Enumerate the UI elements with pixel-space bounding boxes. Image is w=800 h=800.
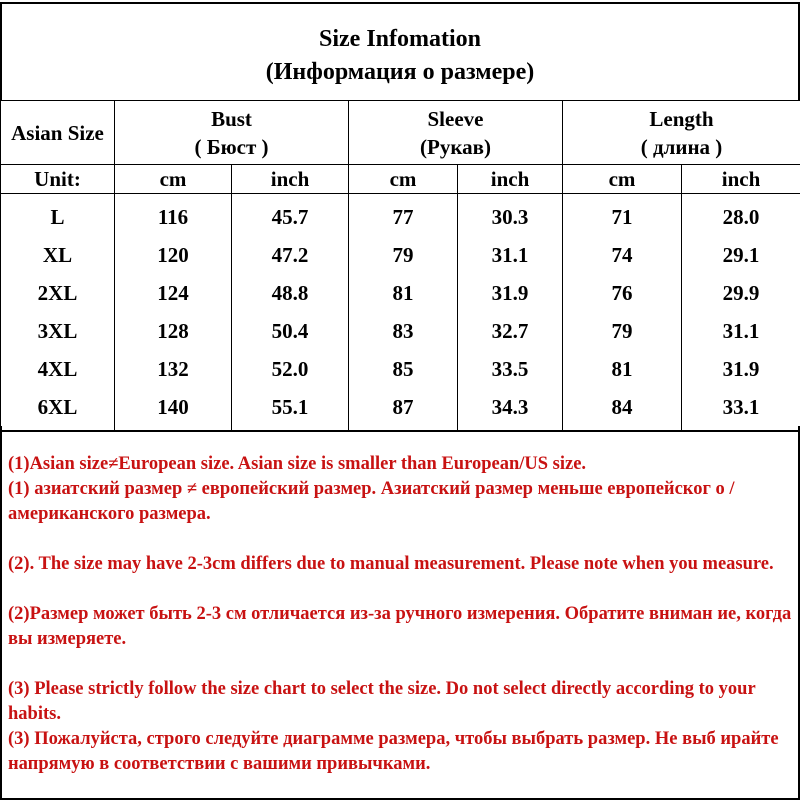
length-cm-cell: 84 — [563, 388, 682, 431]
bust-cm-cell: 140 — [115, 388, 232, 431]
group-header-bust — [115, 101, 349, 165]
length-inch-cell: 31.1 — [682, 312, 800, 350]
size-cell: 2XL — [1, 274, 115, 312]
table-row — [1, 194, 800, 237]
note-3-russian: (3) Пожалуйста, строго следуйте диаграмме размера, чтобы выбрать размер. Не выб ирайте напрямую в соответствии с вашими привычками. — [8, 729, 779, 774]
group-header-sleeve — [349, 101, 563, 165]
unit-inch: inch — [458, 165, 563, 194]
table-row — [1, 274, 800, 312]
size-cell: 3XL — [1, 312, 115, 350]
length-cm-cell: 76 — [563, 274, 682, 312]
bust-inch-cell: 55.1 — [232, 388, 349, 431]
length-cm-cell: 71 — [563, 194, 682, 237]
sleeve-cm-cell: 85 — [349, 350, 458, 388]
sleeve-inch-cell: 32.7 — [458, 312, 563, 350]
title-english: Size Infomation — [319, 26, 481, 52]
size-cell: L — [1, 194, 115, 237]
group-name: Length — [649, 106, 714, 131]
group-name-ru: (Рукав) — [420, 134, 491, 159]
length-inch-cell: 29.9 — [682, 274, 800, 312]
length-cm-cell: 81 — [563, 350, 682, 388]
sleeve-inch-cell: 30.3 — [458, 194, 563, 237]
unit-row — [1, 165, 800, 194]
asian-size-header: Asian Size — [1, 101, 115, 165]
group-name: Sleeve — [427, 106, 484, 131]
size-cell: 6XL — [1, 388, 115, 431]
notes-block — [0, 426, 800, 800]
bust-inch-cell: 45.7 — [232, 194, 349, 237]
bust-inch-cell: 48.8 — [232, 274, 349, 312]
length-cm-cell: 74 — [563, 236, 682, 274]
bust-cm-cell: 124 — [115, 274, 232, 312]
unit-cm: cm — [349, 165, 458, 194]
length-inch-cell: 31.9 — [682, 350, 800, 388]
unit-cm: cm — [115, 165, 232, 194]
size-cell: XL — [1, 236, 115, 274]
sleeve-inch-cell: 33.5 — [458, 350, 563, 388]
unit-inch: inch — [232, 165, 349, 194]
group-name: Bust — [211, 106, 252, 131]
length-cm-cell: 79 — [563, 312, 682, 350]
table-row — [1, 312, 800, 350]
note-1-english: (1)Asian size≠European size. Asian size is smaller than European/US size. — [8, 454, 587, 474]
unit-inch: inch — [682, 165, 800, 194]
sleeve-cm-cell: 83 — [349, 312, 458, 350]
sleeve-cm-cell: 79 — [349, 236, 458, 274]
group-name-ru: ( Бюст ) — [194, 134, 269, 159]
bust-inch-cell: 52.0 — [232, 350, 349, 388]
group-name-ru: ( длина ) — [640, 134, 723, 159]
sleeve-inch-cell: 31.9 — [458, 274, 563, 312]
group-header-length — [563, 101, 800, 165]
unit-label: Unit: — [1, 165, 115, 194]
sleeve-cm-cell: 77 — [349, 194, 458, 237]
bust-cm-cell: 132 — [115, 350, 232, 388]
note-1-russian: (1) азиатский размер ≠ европейский размер. Азиатский размер меньше европейског о / американского размера. — [8, 479, 735, 524]
group-header-row — [1, 101, 800, 165]
unit-cm: cm — [563, 165, 682, 194]
length-inch-cell: 28.0 — [682, 194, 800, 237]
size-cell: 4XL — [1, 350, 115, 388]
bust-cm-cell: 120 — [115, 236, 232, 274]
note-2-russian: (2)Размер может быть 2-3 см отличается из-за ручного измерения. Обратите вниман ие, когда вы измеряете. — [8, 604, 792, 649]
bust-inch-cell: 47.2 — [232, 236, 349, 274]
length-inch-cell: 29.1 — [682, 236, 800, 274]
bust-cm-cell: 128 — [115, 312, 232, 350]
table-row — [1, 388, 800, 431]
length-inch-cell: 33.1 — [682, 388, 800, 431]
table-row — [1, 236, 800, 274]
table-row — [1, 350, 800, 388]
sleeve-inch-cell: 31.1 — [458, 236, 563, 274]
note-2-english: (2). The size may have 2-3cm differs due to manual measurement. Please note when you measure. — [8, 554, 774, 574]
title-block — [0, 2, 800, 100]
sleeve-cm-cell: 81 — [349, 274, 458, 312]
bust-inch-cell: 50.4 — [232, 312, 349, 350]
size-table — [0, 100, 800, 432]
bust-cm-cell: 116 — [115, 194, 232, 237]
sleeve-cm-cell: 87 — [349, 388, 458, 431]
title-russian: (Информация о размере) — [265, 59, 535, 85]
note-3-english: (3) Please strictly follow the size chart to select the size. Do not select directly according to your habits. — [8, 679, 756, 724]
sleeve-inch-cell: 34.3 — [458, 388, 563, 431]
